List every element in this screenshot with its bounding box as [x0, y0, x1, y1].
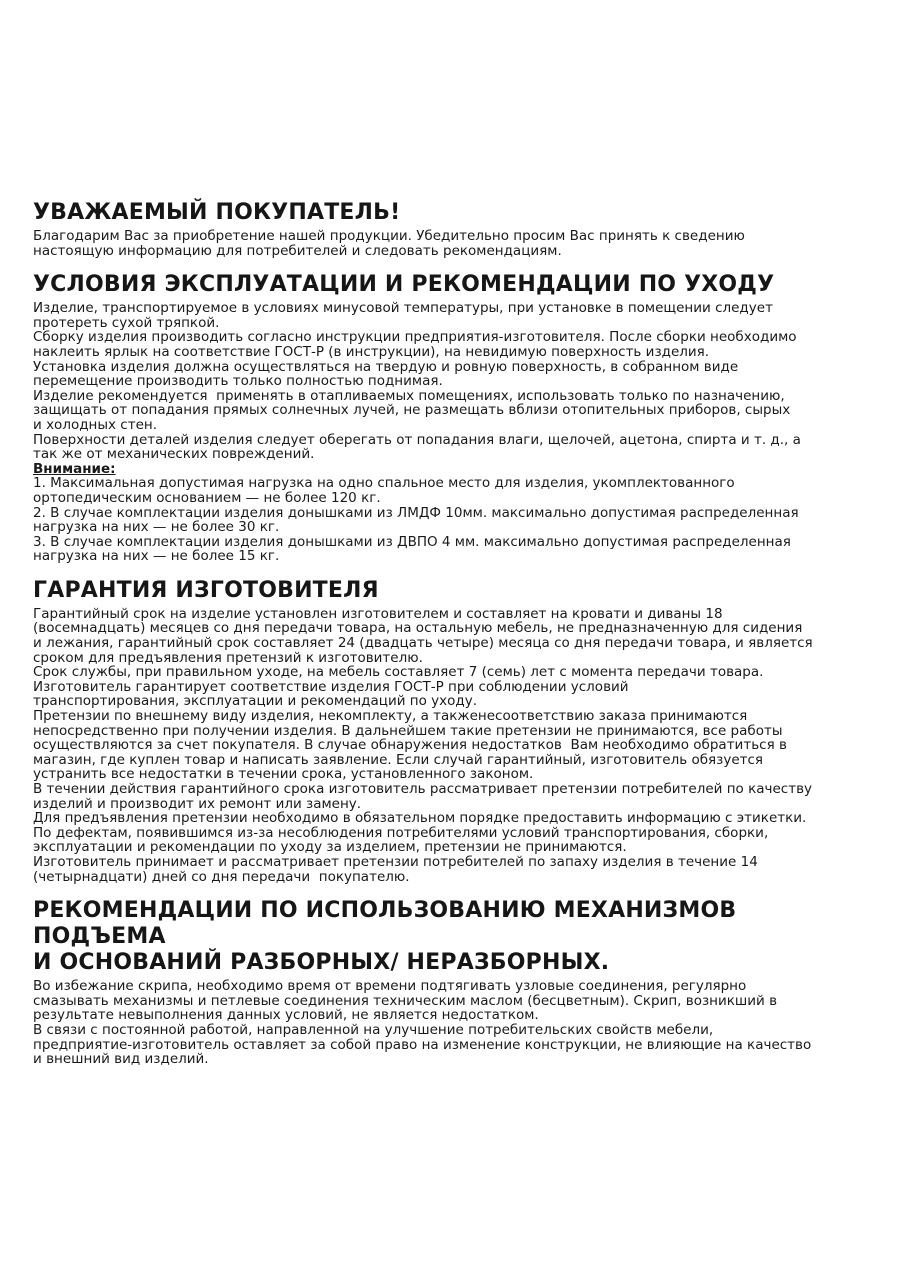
- text-line: непосредственно при получении изделия. В дальнейшем такие претензии не принимаются, все работы: [33, 722, 783, 739]
- section-usage-conditions: [33, 272, 867, 564]
- attention-label: Внимание:: [33, 460, 116, 477]
- text-line: и лежания, гарантийный срок составляет 24 (двадцать четыре) месяца со дня передачи товара, и является: [33, 635, 813, 652]
- text-line: Изготовитель гарантирует соответствие изделия ГОСТ-Р при соблюдении условий: [33, 678, 629, 695]
- text-line: 1. Максимальная допустимая нагрузка на одно спальное место для изделия, укомплектованного: [33, 475, 735, 492]
- text-line: РЕКОМЕНДАЦИИ ПО ИСПОЛЬЗОВАНИЮ МЕХАНИЗМОВ ПОДЪЕМА: [33, 898, 745, 950]
- usage-conditions-body: [33, 301, 867, 462]
- text-line: Для предъявления претензии необходимо в обязательном порядке предоставить информацию с этикетки.: [33, 810, 807, 827]
- usage-conditions-heading: УСЛОВИЯ ЭКСПЛУАТАЦИИ И РЕКОМЕНДАЦИИ ПО УХОДУ: [33, 272, 775, 298]
- text-line: (четырнадцати) дней со дня передачи покупателю.: [33, 868, 410, 885]
- text-line: Изделие, транспортируемое в условиях минусовой температуры, при установке в помещении следует: [33, 300, 773, 317]
- text-line: протереть сухой тряпкой.: [33, 314, 220, 331]
- text-line: транспортирования, эксплуатации и рекомендаций по уходу.: [33, 693, 478, 710]
- section-warranty: [33, 578, 867, 884]
- text-line: Гарантийный срок на изделие установлен изготовителем и составляет на кровати и диваны 18: [33, 605, 723, 622]
- warranty-heading: ГАРАНТИЯ ИЗГОТОВИТЕЛЯ: [33, 577, 379, 603]
- text-line: сроком для предъявления претензий к изготовителю.: [33, 649, 423, 666]
- text-line: и внешний вид изделий.: [33, 1051, 209, 1068]
- text-line: Изделие рекомендуется применять в отапливаемых помещениях, использовать только по назначению,: [33, 387, 785, 404]
- attention-list: [33, 476, 867, 564]
- text-line: осуществляются за счет покупателя. В случае обнаружения недостатков Вам необходимо обратиться в: [33, 737, 787, 754]
- text-line: так же от механических повреждений.: [33, 446, 315, 463]
- text-line: настоящую информацию для потребителей и следовать рекомендациям.: [33, 242, 562, 259]
- text-line: предприятие-изготовитель оставляет за собой право на изменение конструкции, не влияющие на качество: [33, 1036, 812, 1053]
- text-line: Срок службы, при правильном уходе, на мебель составляет 7 (семь) лет с момента передачи товара.: [33, 664, 764, 681]
- text-line: магазин, где куплен товар и написать заявление. Если случай гарантийный, изготовитель обязуется: [33, 751, 764, 768]
- text-line: 3. В случае комплектации изделия донышками из ДВПО 4 мм. максимально допустимая распределенная: [33, 533, 791, 550]
- greeting-body: [33, 229, 867, 258]
- text-line: смазывать механизмы и петлевые соединения техническим маслом (бесцветным). Скрип, возникший в: [33, 992, 778, 1009]
- section-mechanisms: [33, 898, 867, 1067]
- text-line: перемещение производить только полностью поднимая.: [33, 373, 443, 390]
- text-line: В связи с постоянной работой, направленной на улучшение потребительских свойств мебели,: [33, 1021, 714, 1038]
- text-line: наклеить ярлык на соответствие ГОСТ-Р (в инструкции), на невидимую поверхность изделия.: [33, 343, 710, 360]
- text-line: изделий и производит их ремонт или замену.: [33, 795, 362, 812]
- text-line: Изготовитель принимает и рассматривает претензии потребителей по запаху изделия в течение 14: [33, 853, 758, 870]
- text-line: По дефектам, появившимся из-за несоблюдения потребителями условий транспортирования, сборки,: [33, 824, 769, 841]
- greeting-heading: УВАЖАЕМЫЙ ПОКУПАТЕЛЬ!: [33, 200, 401, 225]
- text-line: ортопедическим основанием — не более 120 кг.: [33, 489, 381, 506]
- text-line: (восемнадцать) месяцев со дня передачи товара, на остальную мебель, не предназначенную для сидения: [33, 620, 803, 637]
- text-line: и холодных стен.: [33, 416, 158, 433]
- text-line: 2. В случае комплектации изделия донышками из ЛМДФ 10мм. максимально допустимая распределенная: [33, 504, 799, 521]
- text-line: Благодарим Вас за приобретение нашей продукции. Убедительно просим Вас принять к сведению: [33, 228, 745, 244]
- text-line: Поверхности деталей изделия следует оберегать от попадания влаги, щелочей, ацетона, спирта и т. д., а: [33, 431, 801, 448]
- text-line: защищать от попадания прямых солнечных лучей, не размещать вблизи отопительных приборов, сырых: [33, 402, 791, 419]
- mechanisms-heading: [33, 898, 867, 976]
- text-line: нагрузка на них — не более 15 кг.: [33, 548, 280, 565]
- mechanisms-body: [33, 979, 867, 1067]
- text-line: устранить все недостатки в течении срока, установленного законом.: [33, 766, 534, 783]
- text-line: Во избежание скрипа, необходимо время от времени подтягивать узловые соединения, регулярно: [33, 978, 747, 995]
- text-line: И ОСНОВАНИЙ РАЗБОРНЫХ/ НЕРАЗБОРНЫХ.: [33, 950, 610, 976]
- text-line: результате невыполнения данных условий, не является недостатком.: [33, 1007, 539, 1024]
- warranty-body: [33, 607, 867, 884]
- text-line: эксплуатации и рекомендации по уходу за изделием, претензии не принимаются.: [33, 839, 627, 856]
- text-line: Претензии по внешнему виду изделия, некомплекту, а такженесоответствию заказа принимаются: [33, 708, 748, 725]
- text-line: нагрузка на них — не более 30 кг.: [33, 519, 280, 536]
- text-line: Установка изделия должна осуществляться на твердую и ровную поверхность, в собранном виде: [33, 358, 739, 375]
- text-line: В течении действия гарантийного срока изготовитель рассматривает претензии потребителей по качеству: [33, 781, 813, 797]
- text-line: Сборку изделия производить согласно инструкции предприятия-изготовителя. После сборки необходимо: [33, 329, 797, 346]
- section-greeting: [33, 200, 867, 258]
